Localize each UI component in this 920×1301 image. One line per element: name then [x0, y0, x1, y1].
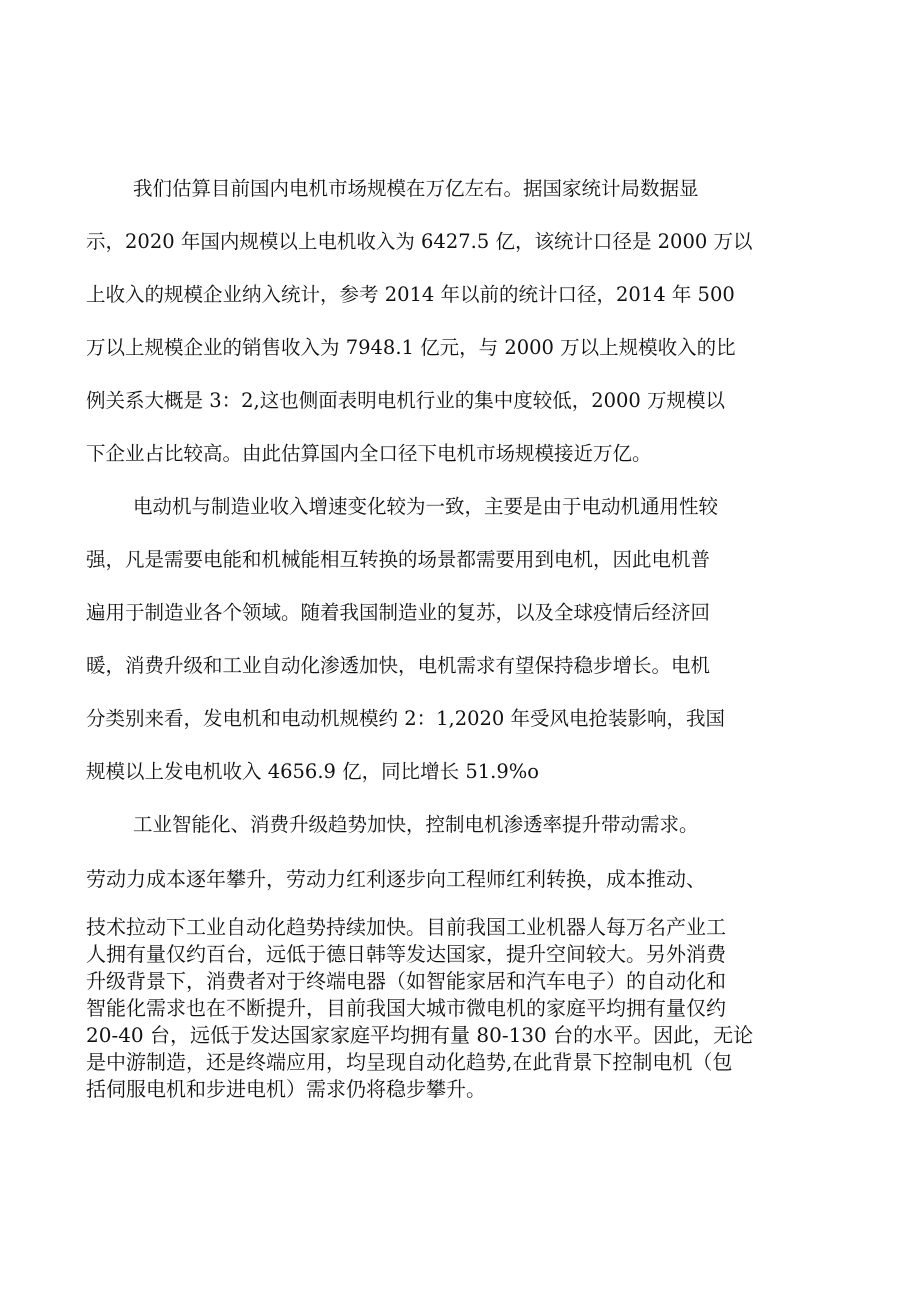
paragraph-5-line-3: 升级背景下，消费者对于终端电器（如智能家居和汽车电子）的自动化和 [86, 969, 726, 993]
paragraph-1-line-1: 我们估算目前国内电机市场规模在万亿左右。据国家统计局数据显 [133, 177, 699, 200]
paragraph-1-line-2: 示，2020 年国内规模以上电机收入为 6427.5 亿，该统计口径是 2000 万以 [86, 230, 753, 253]
paragraph-1-line-3: 上收入的规模企业纳入统计，参考 2014 年以前的统计口径，2014 年 500 [86, 283, 735, 306]
paragraph-3: 工业智能化、消费升级趋势加快，控制电机渗透率提升带动需求。 [133, 813, 699, 836]
paragraph-2-line-6: 规模以上发电机收入 4656.9 亿，同比增长 51.9%o [86, 760, 540, 783]
paragraph-5-line-6: 是中游制造，还是终端应用，均呈现自动化趋势,在此背景下控制电机（包 [86, 1050, 733, 1074]
paragraph-2-line-3: 遍用于制造业各个领域。随着我国制造业的复苏，以及全球疫情后经济回 [86, 601, 711, 624]
paragraph-5-line-4: 智能化需求也在不断提升，目前我国大城市微电机的家庭平均拥有量仅约 [86, 996, 726, 1020]
paragraph-5-line-7: 括伺服电机和步进电机）需求仍将稳步攀升。 [86, 1077, 486, 1101]
paragraph-5-line-5: 20-40 台，远低于发达国家家庭平均拥有量 80-130 台的水平。因此，无论 [86, 1023, 754, 1047]
paragraph-5-line-2: 人拥有量仅约百台，远低于德日韩等发达国家，提升空间较大。另外消费 [86, 942, 726, 966]
paragraph-4: 劳动力成本逐年攀升，劳动力红利逐步向工程师红利转换，成本推动、 [86, 867, 706, 891]
paragraph-2-line-1: 电动机与制造业收入增速变化较为一致，主要是由于电动机通用性较 [133, 495, 719, 518]
paragraph-2-line-2: 强，凡是需要电能和机械能相互转换的场景都需要用到电机，因此电机普 [86, 548, 711, 571]
paragraph-2-line-4: 暖，消费升级和工业自动化渗透加快，电机需求有望保持稳步增长。电机 [86, 654, 711, 677]
paragraph-2-line-5: 分类别来看，发电机和电动机规模约 2：1,2020 年受风电抢装影响，我国 [86, 707, 726, 730]
paragraph-1-line-4: 万以上规模企业的销售收入为 7948.1 亿元，与 2000 万以上规模收入的比 [86, 336, 736, 359]
paragraph-1-line-6: 下企业占比较高。由此估算国内全口径下电机市场规模接近万亿。 [86, 442, 652, 465]
paragraph-5-line-1: 技术拉动下工业自动化趋势持续加快。目前我国工业机器人每万名产业工 [86, 915, 726, 939]
paragraph-1-line-5: 例关系大概是 3：2,这也侧面表明电机行业的集中度较低，2000 万规模以 [86, 389, 726, 412]
